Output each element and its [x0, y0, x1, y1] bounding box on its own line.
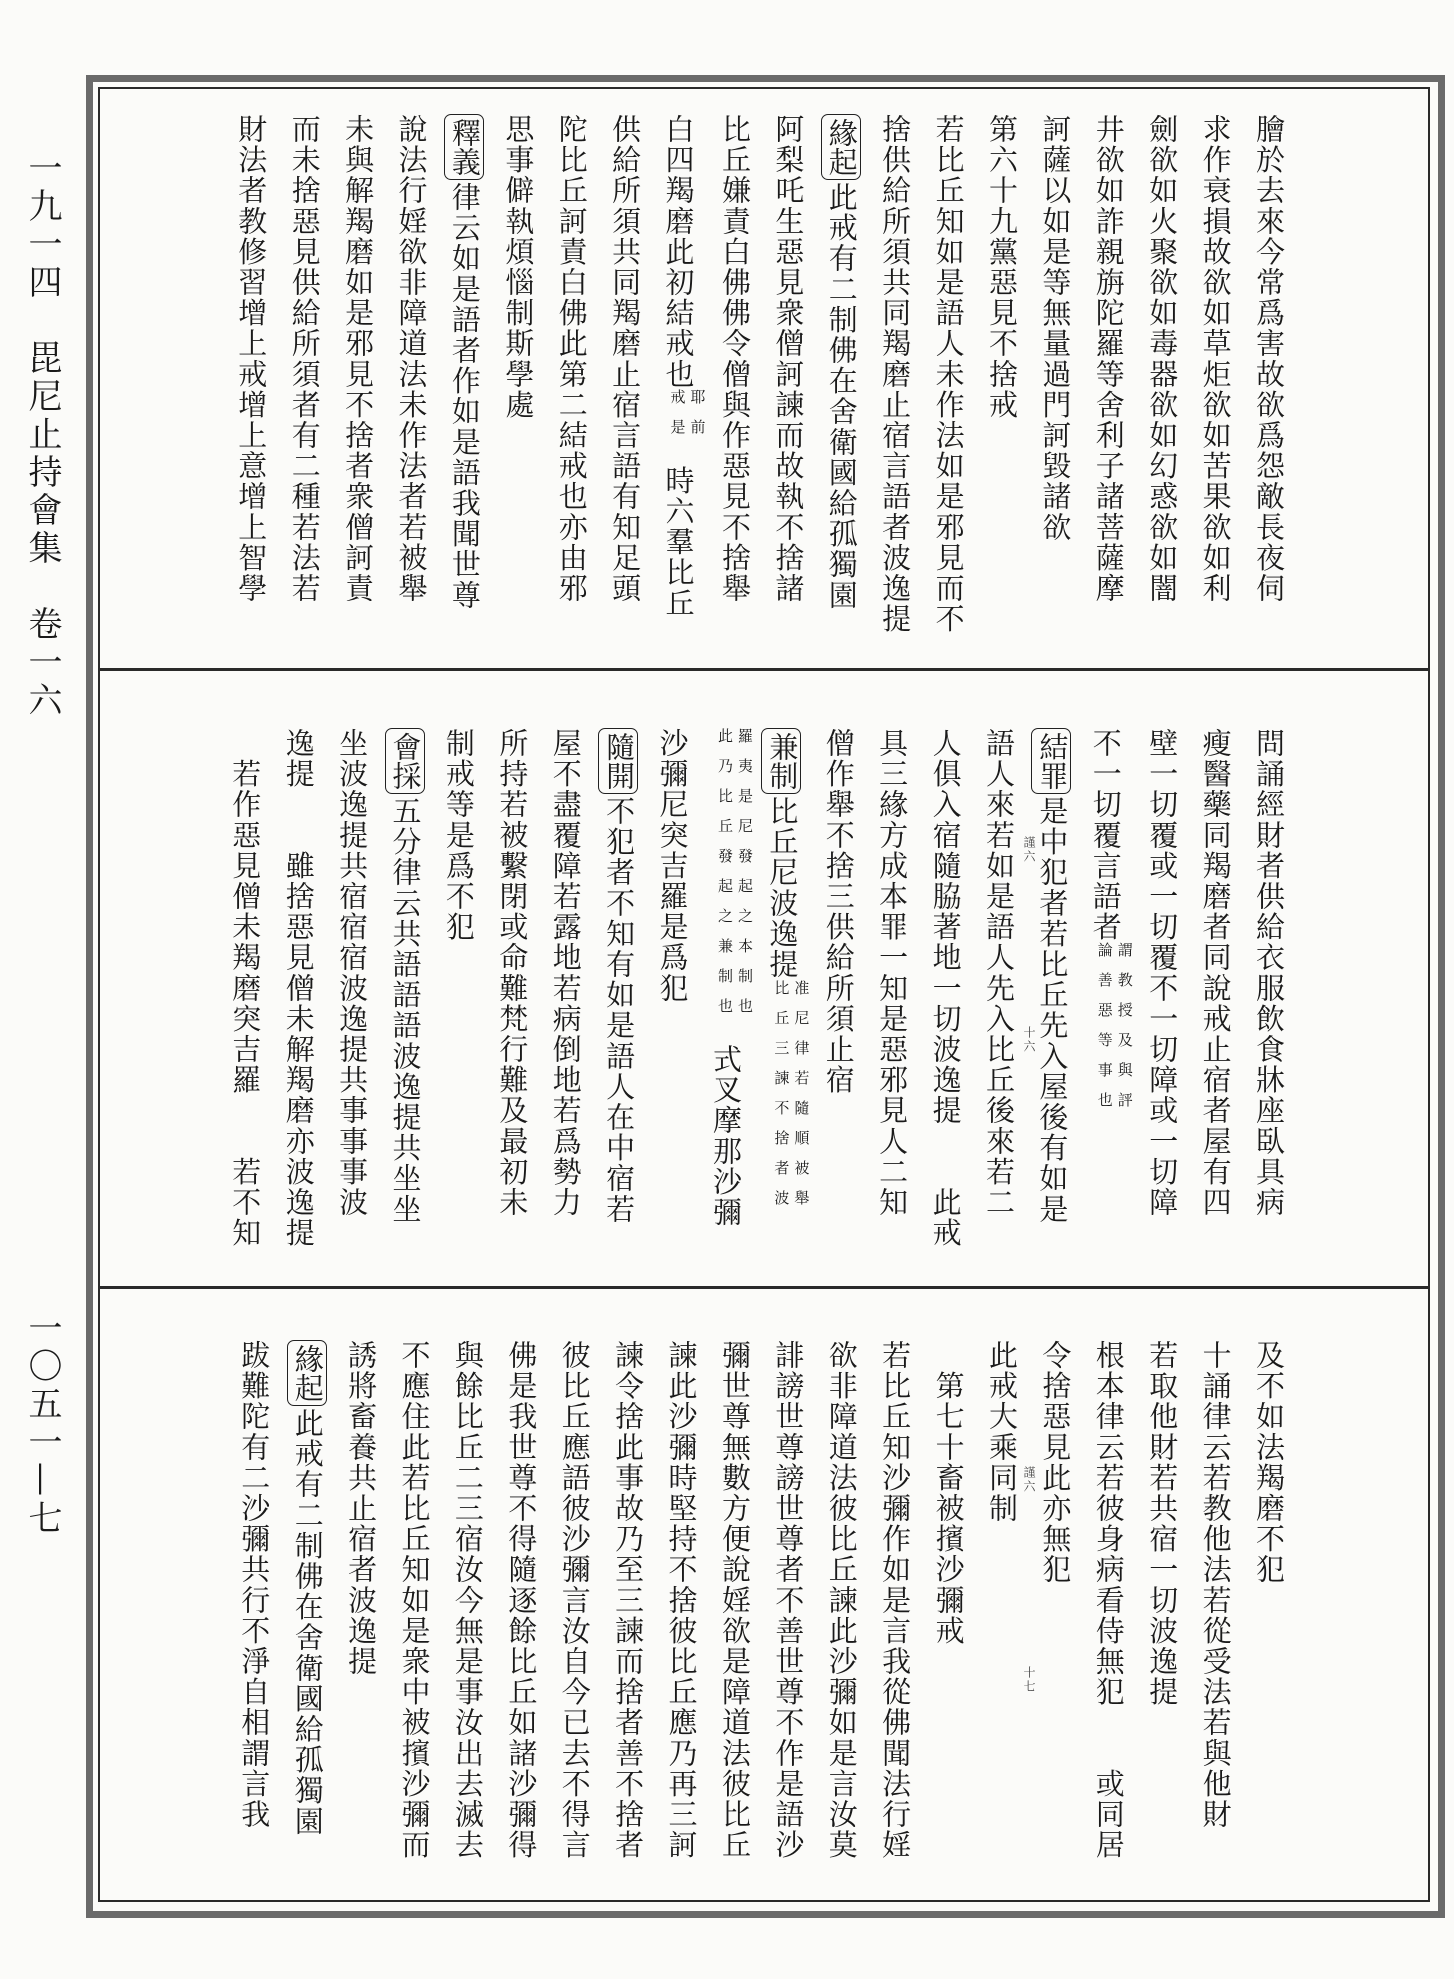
body-text: 逸提 雖捨惡見僧未解羯磨亦波逸提	[281, 728, 316, 1249]
text-column	[598, 114, 651, 666]
body-text: 欲非障道法彼比丘諫此沙彌如是言汝莫	[824, 1340, 859, 1861]
text-column	[538, 728, 591, 1280]
text-column	[918, 728, 971, 1280]
body-text: 與餘比丘二三宿汝今無是事汝出去滅去	[450, 1340, 485, 1861]
body-text: 律云如是語者作如是語我聞世尊	[447, 182, 482, 611]
body-text: 彼比丘應語彼沙彌言汝自今已去不得言	[557, 1340, 592, 1861]
body-text: 不應住此若比丘知如是衆中被擯沙彌而	[397, 1340, 432, 1861]
body-text: 財法者教修習增上戒增上意增上智學	[234, 114, 269, 604]
body-text: 此戒有二制佛在舍衛國給孤獨園	[290, 1408, 325, 1837]
section-label: 緣起	[287, 1340, 327, 1406]
text-column	[331, 114, 384, 666]
section-label: 結罪	[1031, 728, 1071, 794]
text-column	[1028, 114, 1081, 666]
body-text: 十誦律云若教他法若從受法若與他財	[1198, 1340, 1233, 1830]
page-number: 一〇五一—七	[22, 1310, 62, 1538]
body-text: 第七十畜被擯沙彌戒	[931, 1340, 966, 1646]
body-text: 而未捨惡見供給所須者有二種若法若	[287, 114, 322, 604]
body-text: 阿梨吒生惡見衆僧訶諫而故執不捨諸	[771, 114, 806, 604]
text-column	[708, 1340, 761, 1892]
text-column	[485, 728, 538, 1280]
text-column	[975, 1340, 1028, 1892]
body-text: 供給所須共同羯磨止宿言語有知足頭	[608, 114, 643, 604]
text-column	[334, 1340, 387, 1892]
body-text: 時六羣比丘	[661, 465, 696, 619]
body-text: 未與解羯磨如是邪見不捨者衆僧訶責	[341, 114, 376, 604]
text-column	[387, 1340, 440, 1892]
panel-divider	[98, 1286, 1430, 1289]
text-column	[544, 114, 597, 666]
section-label: 兼制	[761, 728, 801, 794]
body-text: 不一切覆言語者	[1088, 728, 1123, 943]
body-text: 求作衰損故欲如草炬欲如苦果欲如利	[1198, 114, 1233, 604]
body-text: 若比丘知如是語人未作法如是邪見而不	[931, 114, 966, 635]
text-column	[384, 114, 437, 666]
body-text: 訶薩以如是等無量過門訶毀諸欲	[1038, 114, 1073, 543]
interlinear-note: 謂教授及與評論善惡等事也	[1095, 942, 1134, 1123]
body-text: 及不如法羯磨不犯	[1252, 1340, 1286, 1585]
text-column	[651, 114, 707, 666]
body-text: 問誦經財者供給衣服飲食牀座臥具病	[1252, 728, 1286, 1218]
body-text: 制戒等是爲不犯	[441, 728, 476, 943]
body-text: 比丘尼波逸提	[765, 796, 800, 980]
text-column	[494, 1340, 547, 1892]
body-text: 比丘嫌責白佛佛令僧與作惡見不捨舉	[717, 114, 752, 604]
body-text: 具三緣方成本罪一知是惡邪見人二知	[875, 728, 910, 1218]
body-text: 令捨惡見此亦無犯	[1038, 1340, 1073, 1585]
text-column	[1242, 728, 1295, 1280]
body-text: 捨供給所須共同羯磨止宿言語者波逸提	[878, 114, 913, 635]
text-column	[277, 114, 330, 666]
text-column	[1025, 728, 1078, 1280]
body-text: 說法行婬欲非障道法未作法者若被舉	[394, 114, 429, 604]
text-column	[972, 728, 1025, 1280]
text-column	[601, 1340, 654, 1892]
body-text: 壁一切覆或一切覆不一切障或一切障	[1145, 728, 1180, 1218]
section-label: 隨開	[598, 728, 638, 794]
text-column	[755, 728, 811, 1280]
body-text: 佛是我世尊不得隨逐餘比丘如諸沙彌得	[504, 1340, 539, 1861]
text-column	[921, 114, 974, 666]
body-text: 瘦醫藥同羯磨者同說戒止宿者屋有四	[1198, 728, 1233, 1218]
section-label: 緣起	[821, 114, 861, 180]
body-text: 不犯者不知有如是語人在中宿若	[602, 796, 637, 1225]
body-text: 第六十九黨惡見不捨戒	[984, 114, 1019, 420]
body-text: 膾於去來今常爲害故欲爲怨敵長夜伺	[1252, 114, 1286, 604]
text-column	[438, 114, 491, 666]
body-text: 坐波逸提共宿宿宿波逸提共事事事波	[335, 728, 370, 1218]
text-column	[1078, 728, 1134, 1280]
body-text: 人俱入宿隨脇著地一切波逸提 此戒	[928, 728, 963, 1249]
text-column	[811, 728, 864, 1280]
body-text: 劍欲如火聚欲如毒器欲如幻惑欲如闇	[1145, 114, 1180, 604]
text-column	[761, 114, 814, 666]
body-text: 式叉摩那沙彌	[708, 1044, 743, 1228]
text-panel-upper	[210, 114, 1295, 666]
text-column	[491, 114, 544, 666]
text-column	[1135, 728, 1188, 1280]
text-column	[708, 114, 761, 666]
text-column	[1188, 1340, 1241, 1892]
body-text: 沙彌尼突吉羅是爲犯	[655, 728, 690, 1004]
margin-mark: 十七	[1022, 1666, 1036, 1694]
text-column	[378, 728, 431, 1280]
body-text: 此戒大乘同制	[984, 1340, 1019, 1524]
body-text: 屋不盡覆障若露地若病倒地若爲勢力	[548, 728, 583, 1218]
text-column	[218, 728, 271, 1280]
body-text: 諫此沙彌時堅持不捨彼比丘應乃再三訶	[664, 1340, 699, 1861]
margin-mark: 謹六	[1022, 836, 1036, 864]
text-column	[1028, 1340, 1081, 1892]
text-column	[645, 728, 698, 1280]
body-text: 誘將畜養共止宿者波逸提	[344, 1340, 379, 1677]
text-column	[1188, 728, 1241, 1280]
interlinear-note: 羅夷是尼發起之本制也此乃比丘發起之兼制也	[715, 728, 754, 1028]
body-text: 所持若被繫閉或命難梵行難及最初未	[495, 728, 530, 1218]
interlinear-note: 准尼律若隨順被舉比丘三諫不捨者波	[772, 979, 811, 1220]
text-column	[325, 728, 378, 1280]
text-panel-lower	[210, 1340, 1295, 1892]
text-column	[1081, 114, 1134, 666]
running-header: 一九一四 毘尼止持會集 卷一六	[22, 150, 62, 720]
text-column	[592, 728, 645, 1280]
text-column	[699, 728, 755, 1280]
text-column	[280, 1340, 333, 1892]
text-column	[271, 728, 324, 1280]
body-text: 若比丘知沙彌作如是言我從佛聞法行婬	[878, 1340, 913, 1861]
text-column	[224, 114, 277, 666]
text-column	[975, 114, 1028, 666]
body-text: 思事僻執煩惱制斯學處	[501, 114, 536, 420]
text-column	[1242, 114, 1295, 666]
text-column	[547, 1340, 600, 1892]
body-text: 五分律云共語語語波逸提共坐坐	[388, 796, 423, 1225]
panel-divider	[98, 668, 1430, 671]
body-text: 僧作舉不捨三供給所須止宿	[821, 728, 856, 1096]
text-column	[227, 1340, 280, 1892]
section-label: 會採	[385, 728, 425, 794]
body-text: 若作惡見僧未羯磨突吉羅 若不知	[228, 728, 263, 1249]
body-text: 井欲如詐親旃陀羅等舍利子諸菩薩摩	[1091, 114, 1126, 604]
text-column	[1135, 114, 1188, 666]
margin-mark: 謹六	[1022, 1466, 1036, 1494]
text-column	[654, 1340, 707, 1892]
body-text: 若取他財若共宿一切波逸提	[1145, 1340, 1180, 1708]
text-column	[1242, 1340, 1295, 1892]
section-label: 釋義	[444, 114, 484, 180]
body-text: 彌世尊無數方便說婬欲是障道法彼比丘	[717, 1340, 752, 1861]
text-column	[1081, 1340, 1134, 1892]
text-column	[1188, 114, 1241, 666]
text-column	[868, 1340, 921, 1892]
text-column	[761, 1340, 814, 1892]
body-text: 根本律云若彼身病看侍無犯 或同居	[1091, 1340, 1126, 1861]
text-column	[814, 1340, 867, 1892]
text-column	[865, 728, 918, 1280]
body-text: 此戒有二制佛在舍衛國給孤獨園	[824, 182, 859, 611]
text-panel-middle	[210, 728, 1295, 1280]
text-column	[814, 114, 867, 666]
body-text: 誹謗世尊謗世尊者不善世尊不作是語沙	[771, 1340, 806, 1861]
text-column	[868, 114, 921, 666]
body-text: 語人來若如是語人先入比丘後來若二	[981, 728, 1016, 1218]
body-text: 白四羯磨此初結戒也	[661, 114, 696, 390]
margin-mark: 十六	[1022, 1026, 1036, 1054]
body-text: 陀比丘訶責白佛此第二結戒也亦由邪	[554, 114, 589, 604]
interlinear-note: 耶前戒是	[668, 389, 707, 450]
body-text: 諫令捨此事故乃至三諫而捨者善不捨者	[611, 1340, 646, 1861]
text-column	[1135, 1340, 1188, 1892]
text-column	[432, 728, 485, 1280]
text-column	[921, 1340, 974, 1892]
text-column	[441, 1340, 494, 1892]
body-text: 是中犯者若比丘先入屋後有如是	[1035, 796, 1070, 1225]
body-text: 跋難陀有二沙彌共行不淨自相謂言我	[237, 1340, 272, 1830]
